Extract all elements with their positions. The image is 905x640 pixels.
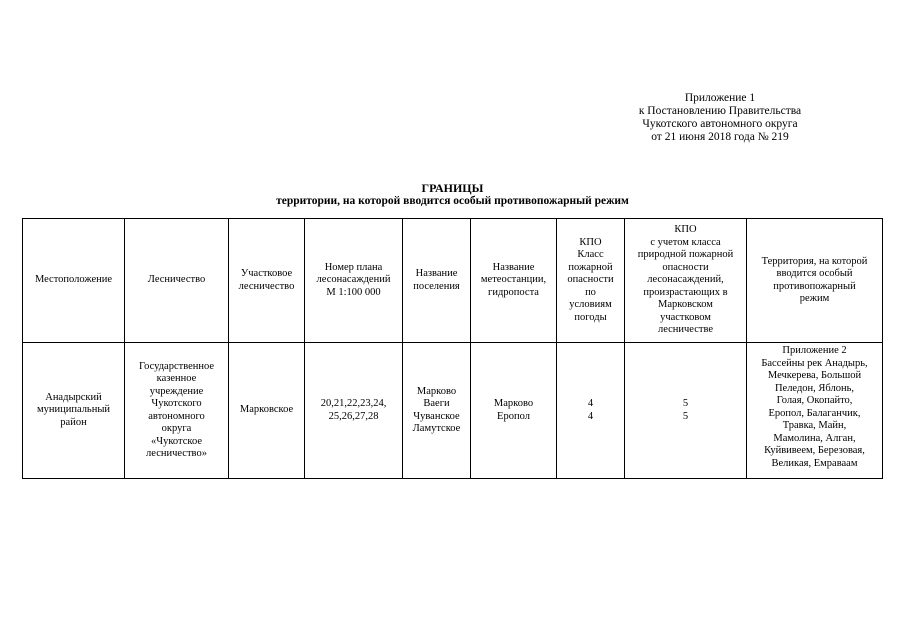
cell-line: район xyxy=(60,416,87,428)
cell-kpo-weather xyxy=(557,343,625,479)
appendix-line: от 21 июня 2018 года № 219 xyxy=(651,131,789,143)
cell-line: Анадырский xyxy=(45,391,102,403)
cell-line: режим xyxy=(799,293,830,304)
cell-line: КПО xyxy=(579,236,602,248)
cell-line: 4 xyxy=(587,398,594,409)
cell-stations xyxy=(471,343,557,479)
cell-line: Куйвивеем, Березовая, xyxy=(764,445,865,456)
cell-line: Класс xyxy=(577,249,604,261)
cell-line: Местоположение xyxy=(34,274,113,286)
cell-line: Лесничество xyxy=(147,274,206,286)
cell-line: Приложение 2 xyxy=(782,345,847,356)
cell-line: Мамолина, Алган, xyxy=(773,432,856,444)
cell-line: пожарной xyxy=(568,261,613,273)
cell-line: Пеледон, Яблонь, xyxy=(774,382,855,394)
appendix-reference xyxy=(600,92,840,144)
cell-line: Голая, Окопайто, xyxy=(776,395,853,406)
document-subtitle: территории, на которой вводится особый противопожарный режим xyxy=(276,195,629,207)
cell-line: Название xyxy=(415,268,458,279)
cell-line: Ваеги xyxy=(423,398,450,409)
cell-kpo-class xyxy=(625,343,747,479)
appendix-line: к Постановлению Правительства xyxy=(638,105,802,117)
cell-line: Чуванское xyxy=(413,410,460,422)
header-territory xyxy=(747,219,883,343)
cell-line: автономного xyxy=(148,410,205,422)
cell-line: Ламутское xyxy=(412,423,461,434)
cell-line: Еропол xyxy=(497,410,530,422)
cell-plan-numbers xyxy=(305,343,403,479)
header-plan-number xyxy=(305,219,403,343)
cell-line: 4 xyxy=(587,410,594,422)
cell-line: метеостанции, xyxy=(480,274,547,286)
cell-line: округа xyxy=(161,423,192,434)
cell-line: Государственное xyxy=(138,360,215,372)
cell-line: лесничестве xyxy=(657,324,714,336)
cell-line: вводится особый xyxy=(776,268,853,279)
header-forestry xyxy=(125,219,229,343)
cell-line: опасности xyxy=(567,274,614,286)
table-row xyxy=(23,343,883,479)
cell-line: Еропол, Балаганчик, xyxy=(768,407,861,419)
cell-line: поселения xyxy=(413,280,460,292)
cell-line: КПО xyxy=(674,224,697,236)
cell-line: по xyxy=(585,286,596,298)
cell-line: противопожарный xyxy=(773,280,856,292)
cell-line: лесонасаждений, xyxy=(647,274,724,286)
cell-line: 20,21,22,23,24, xyxy=(320,398,387,409)
cell-line: Марковском xyxy=(658,299,713,311)
cell-location xyxy=(23,343,125,479)
boundaries-table xyxy=(22,218,883,479)
cell-line: опасности xyxy=(662,261,709,273)
cell-line: лесничество» xyxy=(146,448,207,459)
table-header-row xyxy=(23,219,883,343)
cell-district-forestry xyxy=(229,343,305,479)
cell-line: с учетом класса xyxy=(650,236,721,248)
cell-forestry xyxy=(125,343,229,479)
cell-line: Великая, Емраваам xyxy=(771,457,858,469)
cell-line: Марковское xyxy=(239,404,294,416)
header-kpo-weather xyxy=(557,219,625,343)
cell-line: природной пожарной xyxy=(637,249,734,261)
cell-line: Марково xyxy=(493,398,534,409)
cell-territory xyxy=(747,343,883,479)
cell-line: муниципальный xyxy=(36,404,111,416)
cell-line: Участковое xyxy=(240,268,293,279)
cell-line: 5 xyxy=(682,398,689,409)
header-settlement xyxy=(403,219,471,343)
appendix-line: Чукотского автономного округа xyxy=(642,118,798,130)
header-location xyxy=(23,219,125,343)
cell-line: Номер плана xyxy=(324,261,383,273)
cell-line: 5 xyxy=(682,410,689,422)
header-kpo-class xyxy=(625,219,747,343)
cell-line: лесничество xyxy=(238,280,295,292)
header-weather-station xyxy=(471,219,557,343)
cell-line: Бассейны рек Анадырь, xyxy=(761,357,868,369)
cell-line: учреждение xyxy=(149,385,204,397)
document-title: ГРАНИЦЫ xyxy=(421,181,484,195)
cell-line: лесонасаждений xyxy=(316,274,391,286)
cell-line: «Чукотское xyxy=(151,435,202,447)
cell-line: 25,26,27,28 xyxy=(328,410,379,422)
cell-line: погоды xyxy=(574,311,607,323)
cell-line: условиям xyxy=(569,299,612,311)
cell-line: М 1:100 000 xyxy=(326,286,381,298)
cell-line: Травка, Майн, xyxy=(782,420,847,431)
cell-line: Название xyxy=(492,261,535,273)
cell-line: Мечкерева, Большой xyxy=(767,370,862,381)
appendix-line: Приложение 1 xyxy=(684,92,756,104)
cell-line: участковом xyxy=(660,311,711,323)
header-district-forestry xyxy=(229,219,305,343)
cell-line: Марково xyxy=(416,385,457,397)
cell-line: Территория, на которой xyxy=(761,255,868,267)
cell-line: Чукотского xyxy=(151,398,202,409)
cell-line: казенное xyxy=(156,373,197,384)
cell-settlements xyxy=(403,343,471,479)
cell-line: гидропоста xyxy=(488,286,539,298)
cell-line: произрастающих в xyxy=(643,286,728,298)
